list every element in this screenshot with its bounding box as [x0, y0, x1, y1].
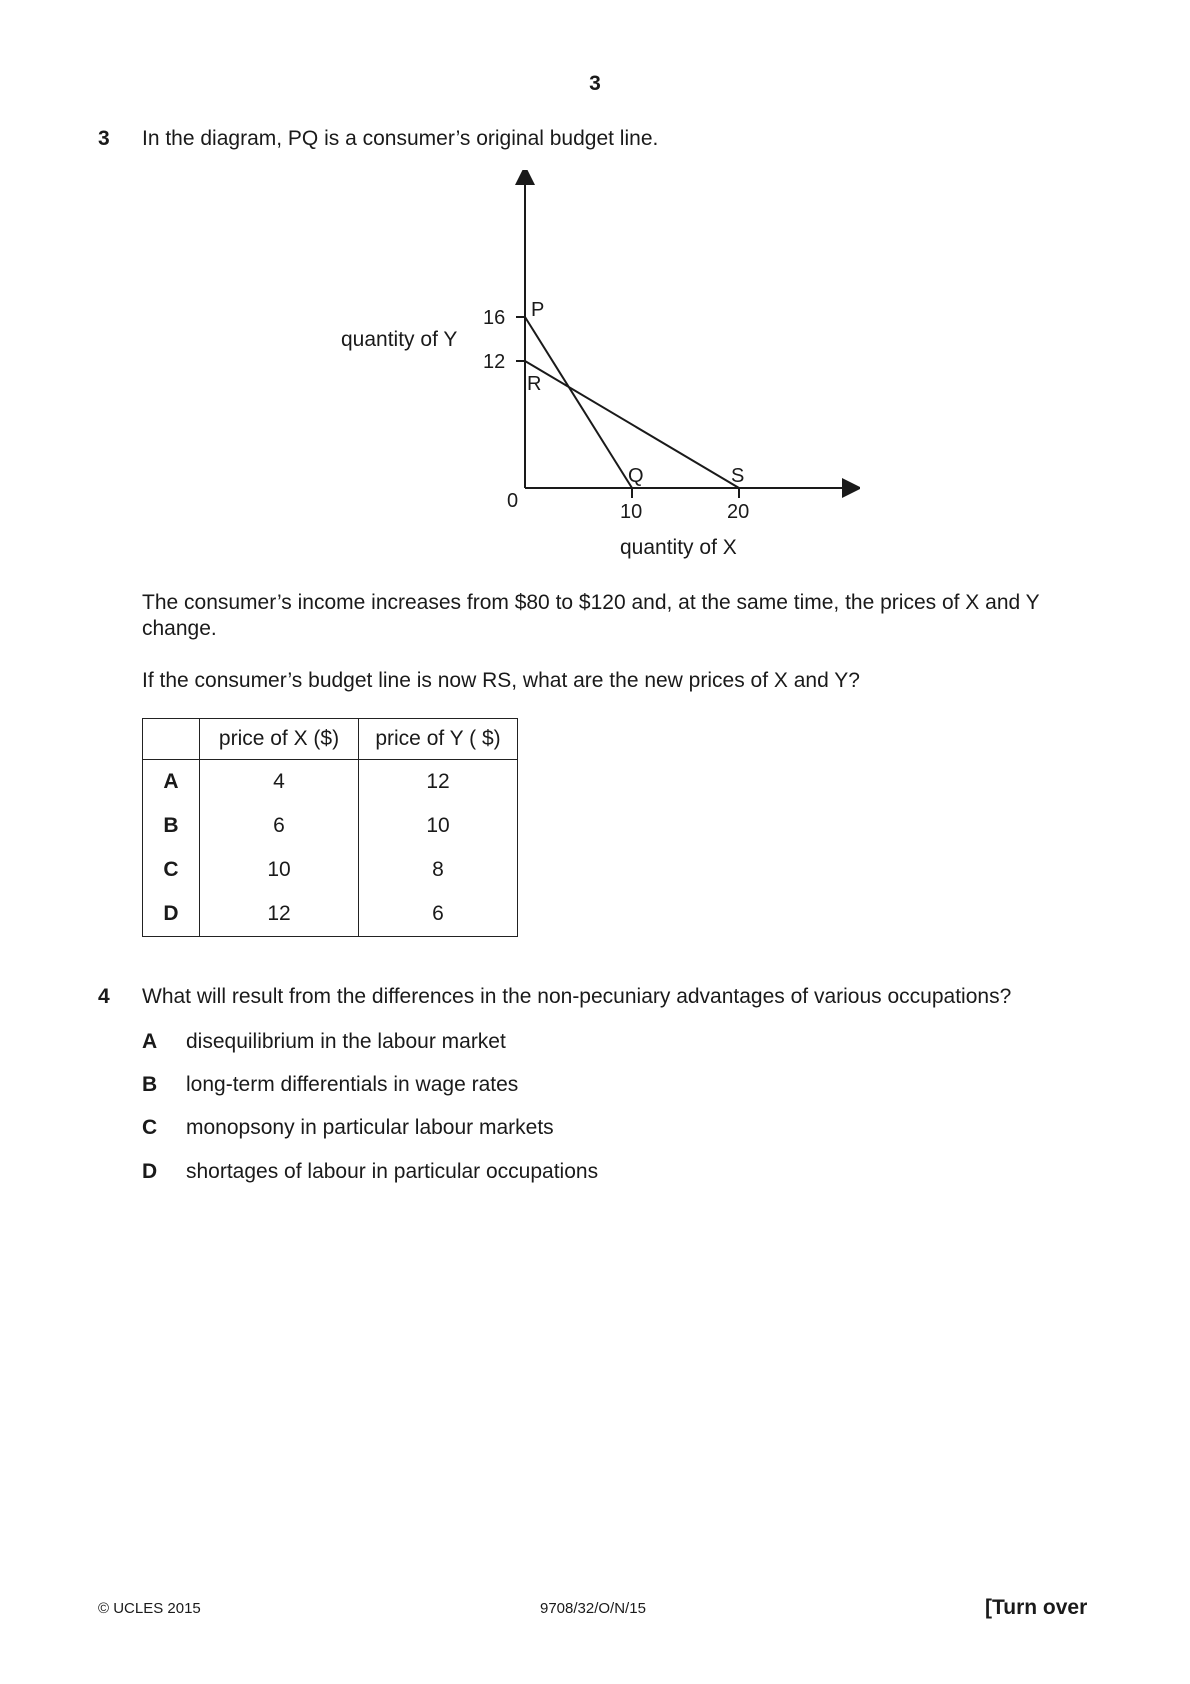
option-c	[142, 1116, 554, 1140]
budget-line-diagram	[300, 170, 860, 570]
page-number: 3	[589, 72, 601, 95]
table-header-blank	[143, 719, 200, 760]
y-tick-label-16: 16	[483, 307, 506, 329]
table-row	[143, 804, 518, 848]
option-text: disequilibrium in the labour market	[186, 1030, 506, 1053]
point-q-label: Q	[628, 465, 644, 487]
point-r-label: R	[527, 373, 542, 395]
price-y-value: 8	[359, 848, 518, 892]
price-y-value: 6	[359, 892, 518, 937]
footer-copyright: © UCLES 2015	[98, 1600, 201, 1617]
footer-paper-code: 9708/32/O/N/15	[540, 1600, 646, 1617]
question-3-intro: In the diagram, PQ is a consumer’s original budget line.	[142, 127, 659, 150]
point-s-label: S	[731, 465, 745, 487]
x-tick-label-10: 10	[620, 501, 643, 523]
option-text: monopsony in particular labour markets	[186, 1116, 554, 1139]
option-text: shortages of labour in particular occupations	[186, 1160, 599, 1183]
point-p-label: P	[531, 299, 545, 321]
option-d	[142, 1160, 598, 1184]
question-4-text: What will result from the differences in the non-pecuniary advantages of various occupations?	[142, 985, 1012, 1008]
table-header-price-y: price of Y ( $)	[359, 719, 518, 760]
table-row	[143, 760, 518, 805]
question-3-number: 3	[98, 127, 110, 150]
price-x-value: 6	[200, 804, 359, 848]
x-axis-label: quantity of X	[620, 536, 737, 559]
question-3-body-2: If the consumer’s budget line is now RS, what are the new prices of X and Y?	[142, 669, 860, 692]
question-3-body-1: The consumer’s income increases from $80 to $120 and, at the same time, the prices of X and Y change.	[142, 591, 1040, 640]
price-y-value: 10	[359, 804, 518, 848]
table-row	[143, 892, 518, 937]
option-b	[142, 1073, 518, 1097]
option-letter: B	[143, 804, 200, 848]
turn-over-label: [Turn over	[985, 1596, 1088, 1619]
table-header-row	[143, 719, 518, 760]
price-options-table	[142, 718, 518, 937]
option-letter: C	[142, 1116, 158, 1139]
price-y-value: 12	[359, 760, 518, 805]
option-letter: D	[143, 892, 200, 937]
x-tick-label-20: 20	[727, 501, 750, 523]
option-letter: C	[143, 848, 200, 892]
option-a	[142, 1030, 506, 1054]
option-text: long-term differentials in wage rates	[186, 1073, 519, 1096]
option-letter: A	[142, 1030, 158, 1053]
option-letter: D	[142, 1160, 158, 1183]
budget-line-pq	[525, 317, 632, 488]
option-letter: A	[143, 760, 200, 805]
price-x-value: 4	[200, 760, 359, 805]
question-4-number: 4	[98, 985, 110, 1008]
y-tick-label-12: 12	[483, 351, 506, 373]
option-letter: B	[142, 1073, 158, 1096]
y-axis-label: quantity of Y	[341, 328, 458, 351]
table-header-price-x: price of X ($)	[200, 719, 359, 760]
table-row	[143, 848, 518, 892]
price-x-value: 12	[200, 892, 359, 937]
price-x-value: 10	[200, 848, 359, 892]
origin-label: 0	[507, 490, 519, 512]
